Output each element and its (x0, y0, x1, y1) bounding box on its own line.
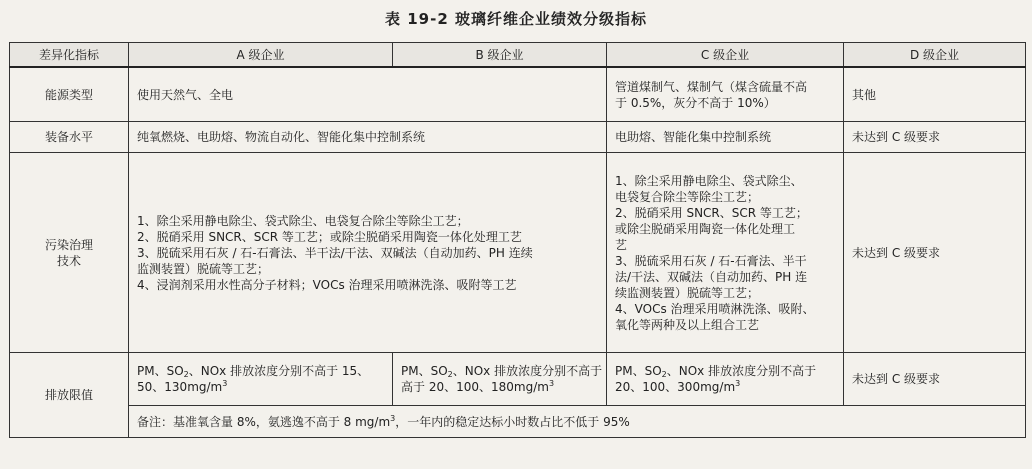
header-row (10, 43, 1026, 68)
pollution-label-line: 污染治理 (44, 237, 93, 252)
header-grade-c: C 级企业 (607, 43, 844, 68)
pollution-ab-line: 2、脱硝采用 SNCR、SCR 等工艺；或除尘脱硝采用陶瓷一体化处理工艺 (137, 229, 522, 244)
row-pollution (10, 153, 1026, 353)
energy-grade-c (607, 67, 844, 122)
emission-b-line: 高于 20、100、$180mg/m^3$ (401, 379, 555, 394)
row-note (10, 406, 1026, 438)
pollution-label-line: 技术 (56, 253, 81, 268)
header-grade-d: D 级企业 (844, 43, 1026, 68)
header-grade-a: A 级企业 (129, 43, 393, 68)
equipment-grade-c: 电助熔、智能化集中控制系统 (607, 122, 844, 153)
note-text: 备注：基准氧含量 8%，氨逃逸不高于 8 mg/m (137, 414, 391, 429)
pollution-ab-line: 3、脱硫采用石灰 / 石-石膏法、半干法/干法、双碱法（自动加药、PH 连续 (137, 245, 533, 260)
emission-b-line: PM、$SO_2$、NOx 排放浓度分别不高于 (401, 364, 603, 379)
energy-grade-d: 其他 (844, 67, 1026, 122)
pollution-c-line: 电袋复合除尘等除尘工艺； (615, 189, 760, 204)
emission-grade-d: 未达到 C 级要求 (844, 353, 1026, 406)
pollution-c-line: 2、脱硝采用 SNCR、SCR 等工艺； (615, 205, 808, 220)
note-text-end: ，一年内的稳定达标小时数占比不低于 95% (395, 414, 630, 429)
header-indicator: 差异化指标 (10, 43, 129, 68)
energy-c-line: 于 0.5%，灰分不高于 10%） (615, 95, 776, 110)
emission-grade-a (129, 353, 393, 406)
emission-a-line: PM、$SO_2$、NOx 排放浓度分别不高于 15、 (137, 364, 370, 379)
pollution-grade-c (607, 153, 844, 353)
equipment-grade-d: 未达到 C 级要求 (844, 122, 1026, 153)
pollution-c-line: 3、脱硫采用石灰 / 石-石膏法、半干 (615, 253, 807, 268)
pollution-c-line: 1、除尘采用静电除尘、袋式除尘、 (615, 173, 803, 188)
pollution-c-line: 艺 (615, 237, 628, 252)
pollution-ab-line: 1、除尘采用静电除尘、袋式除尘、电袋复合除尘等除尘工艺； (137, 213, 469, 228)
pollution-grade-d: 未达到 C 级要求 (844, 153, 1026, 353)
equipment-grade-ab: 纯氧燃烧、电助熔、物流自动化、智能化集中控制系统 (129, 122, 607, 153)
pollution-ab-line: 监测装置）脱硫等工艺； (137, 261, 270, 276)
emission-c-line: 20、100、$300mg/m^3$ (615, 379, 741, 394)
header-grade-b: B 级企业 (393, 43, 607, 68)
row-energy (10, 67, 1026, 122)
row-equipment (10, 122, 1026, 153)
energy-grade-ab: 使用天然气、全电 (129, 67, 607, 122)
emission-label: 排放限值 (10, 353, 129, 438)
pollution-c-line: 法/干法、双碱法（自动加药、PH 连 (615, 269, 808, 284)
note-cell (129, 406, 1026, 438)
pollution-ab-line: 4、浸润剂采用水性高分子材料；VOCs 治理采用喷淋洗涤、吸附等工艺 (137, 277, 517, 292)
row-emission (10, 353, 1026, 406)
note-superscript: 3 (390, 413, 396, 423)
pollution-c-line: 氧化等两种及以上组合工艺 (615, 317, 760, 332)
emission-grade-b (393, 353, 607, 406)
emission-grade-c (607, 353, 844, 406)
emission-a-line: 50、$130mg/m^3$ (137, 379, 228, 394)
pollution-grade-ab (129, 153, 607, 353)
pollution-label (10, 153, 129, 353)
pollution-c-line: 续监测装置）脱硫等工艺； (615, 285, 760, 300)
pollution-c-line: 或除尘脱硝采用陶瓷一体化处理工 (615, 221, 796, 236)
equipment-label: 装备水平 (10, 122, 129, 153)
emission-c-line: PM、$SO_2$、NOx 排放浓度分别不高于 (615, 364, 817, 379)
pollution-c-line: 4、VOCs 治理采用喷淋洗涤、吸附、 (615, 301, 815, 316)
energy-c-line: 管道煤制气、煤制气（煤含硫量不高 (615, 79, 808, 94)
energy-label: 能源类型 (10, 67, 129, 122)
table-caption: 表 19-2 玻璃纤维企业绩效分级指标 (385, 10, 647, 28)
performance-table (9, 42, 1026, 438)
